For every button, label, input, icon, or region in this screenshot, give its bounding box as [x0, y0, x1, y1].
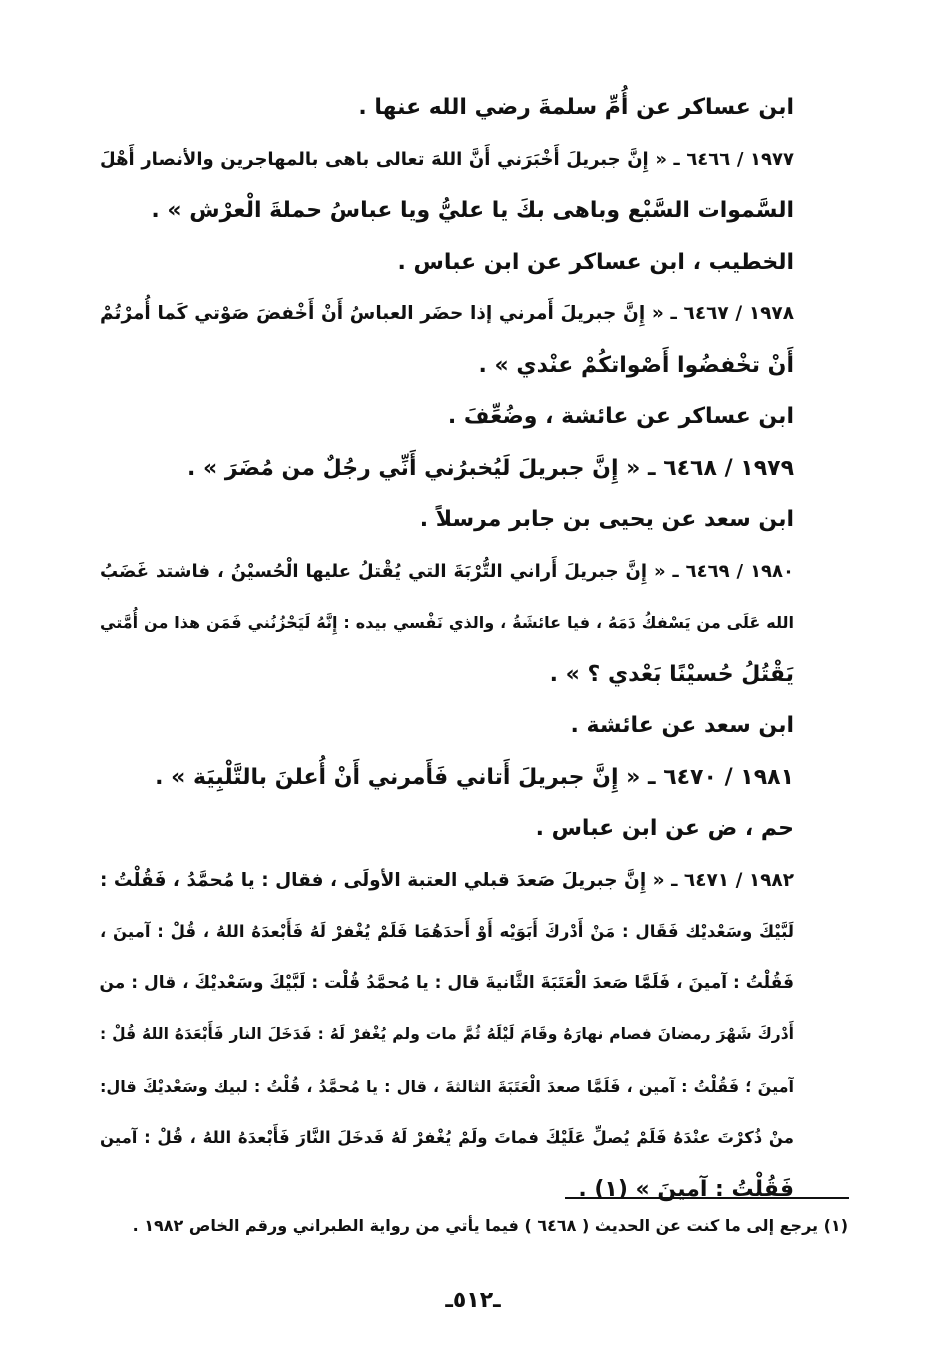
hadith-1980-line-1: ١٩٨٠ / ٦٤٦٩ ـ « إِنَّ جبريلَ أَراني التُّرْبَةَ التي يُقْتلُ عليها الْحُسيْنُ ، فاشتد غَضَبُ: [100, 560, 794, 582]
main-text: [100, 82, 794, 1215]
source-line: ابن سعد عن عائشة .: [570, 713, 794, 738]
hadith-1982-line-6: منْ ذُكرْتَ عنْدَهُ فَلَمْ يُصلِّ عَلَيْكَ فماتَ ولَمْ يُغْفرْ لَهُ فَدخَلَ النَّارَ فَأَبْعدَهُ اللهُ ، قُلْ : آمين: [100, 1128, 794, 1147]
hadith-1980-line-2: الله عَلَى من يَسْفكُ دَمَهُ ، فيا عائشَةُ ، والذي نَفْسي بيده : إِنَّهُ لَيَحْزُنُني فَمَن هذا من أُمَّتي: [100, 613, 794, 632]
page-number: ـ٥١٢ـ: [445, 1288, 501, 1313]
hadith-1977-line-1: ١٩٧٧ / ٦٤٦٦ ـ « إِنَّ جبريلَ أَخْبَرَني أَنَّ اللهَ تعالى باهى بالمهاجرين والأنصار أَهْلَ: [100, 148, 794, 170]
hadith-1978-line-1: ١٩٧٨ / ٦٤٦٧ ـ « إِنَّ جبريلَ أَمرني إذا حضَر العباسُ أَنْ أَخْفضَ صَوْتي كَما أُمرْتُمْ: [100, 303, 794, 324]
source-line: ابن عساكر عن عائشة ، وضُعِّفَ .: [447, 404, 794, 429]
hadith-1982-line-7: فَقُلْتُ : آمينَ » (١) .: [578, 1176, 794, 1202]
source-line: ابن سعد عن يحيى بن جابر مرسلاً .: [419, 507, 794, 532]
hadith-1982-line-4: أَدْركَ شَهْرَ رمضانَ فصام نهارَهُ وقَامَ لَيْلَهُ ثُمَّ مات ولم يُغْفرْ لَهُ : فَدَخَلَ النار فَأَبْعَدَهُ اللهُ قُلْ :: [100, 1025, 794, 1043]
footnote: (١) يرجع إلى ما كنت عن الحديث ( ٦٤٦٨ ) فيما يأتي من رواية الطبراني ورقم الخاص ١٩٨٢ .: [132, 1216, 848, 1235]
hadith-1978-line-2: أَنْ تخْفضُوا أَصْواتكُمْ عنْدي » .: [478, 352, 794, 378]
source-line: حم ، ض عن ابن عباس .: [535, 816, 794, 841]
hadith-1981-line-1: ١٩٨١ / ٦٤٧٠ ـ « إِنَّ جبريلَ أَتاني فَأَمرني أَنْ أُعلنَ بالتَّلْبِيَة » .: [155, 764, 794, 790]
hadith-1982-line-5: آمينَ ؛ فَقُلْتُ : آمين ، فَلَمَّا صعدَ الْعَتَبَةَ الثالثةَ ، قال : يا مُحمَّدُ ، قُلْتُ : لبيك وسَعْديْكَ قال:: [100, 1076, 794, 1096]
footnote-divider: [565, 1197, 849, 1199]
source-line: ابن عساكر عن أُمِّ سلمةَ رضي الله عنها .: [358, 95, 794, 120]
hadith-1980-line-3: يَقْتُلُ حُسيْنًا بَعْدي ؟ » .: [549, 661, 794, 687]
hadith-1982-line-2: لَبَّيْكَ وسَعْديْك فَقَال : مَنْ أَدْركَ أَبَوَيْه أَوْ أَحدَهُمَا فَلَمْ يُغْفرْ لَهُ فَأَبْعدَهُ اللهُ ، قُلْ : آمينَ ،: [100, 922, 794, 941]
source-line: الخطيب ، ابن عساكر عن ابن عباس .: [397, 249, 794, 275]
hadith-1982-line-3: فَقُلْتُ : آمينَ ، فَلَمَّا صَعدَ الْعَتَبَةَ الثَّانيةَ قال : يا مُحمَّدُ قُلْت : لَبَّيْكَ وسَعْديْكَ ، قال : من: [100, 972, 794, 993]
hadith-1979-line-1: ١٩٧٩ / ٦٤٦٨ ـ « إِنَّ جبريلَ لَيُخبرُني أَنِّي رجُلٌ من مُضَرَ » .: [187, 455, 794, 481]
hadith-1982-line-1: ١٩٨٢ / ٦٤٧١ ـ « إِنَّ جبريلَ صَعدَ قبلي العتبة الأولَى ، فقال : يا مُحمَّدُ ، فَقُلْتُ :: [100, 869, 794, 891]
hadith-1977-line-2: السَّموات السَّبْع وباهى بكَ يا عليُّ ويا عباسُ حملةَ الْعرْش » .: [151, 198, 794, 223]
